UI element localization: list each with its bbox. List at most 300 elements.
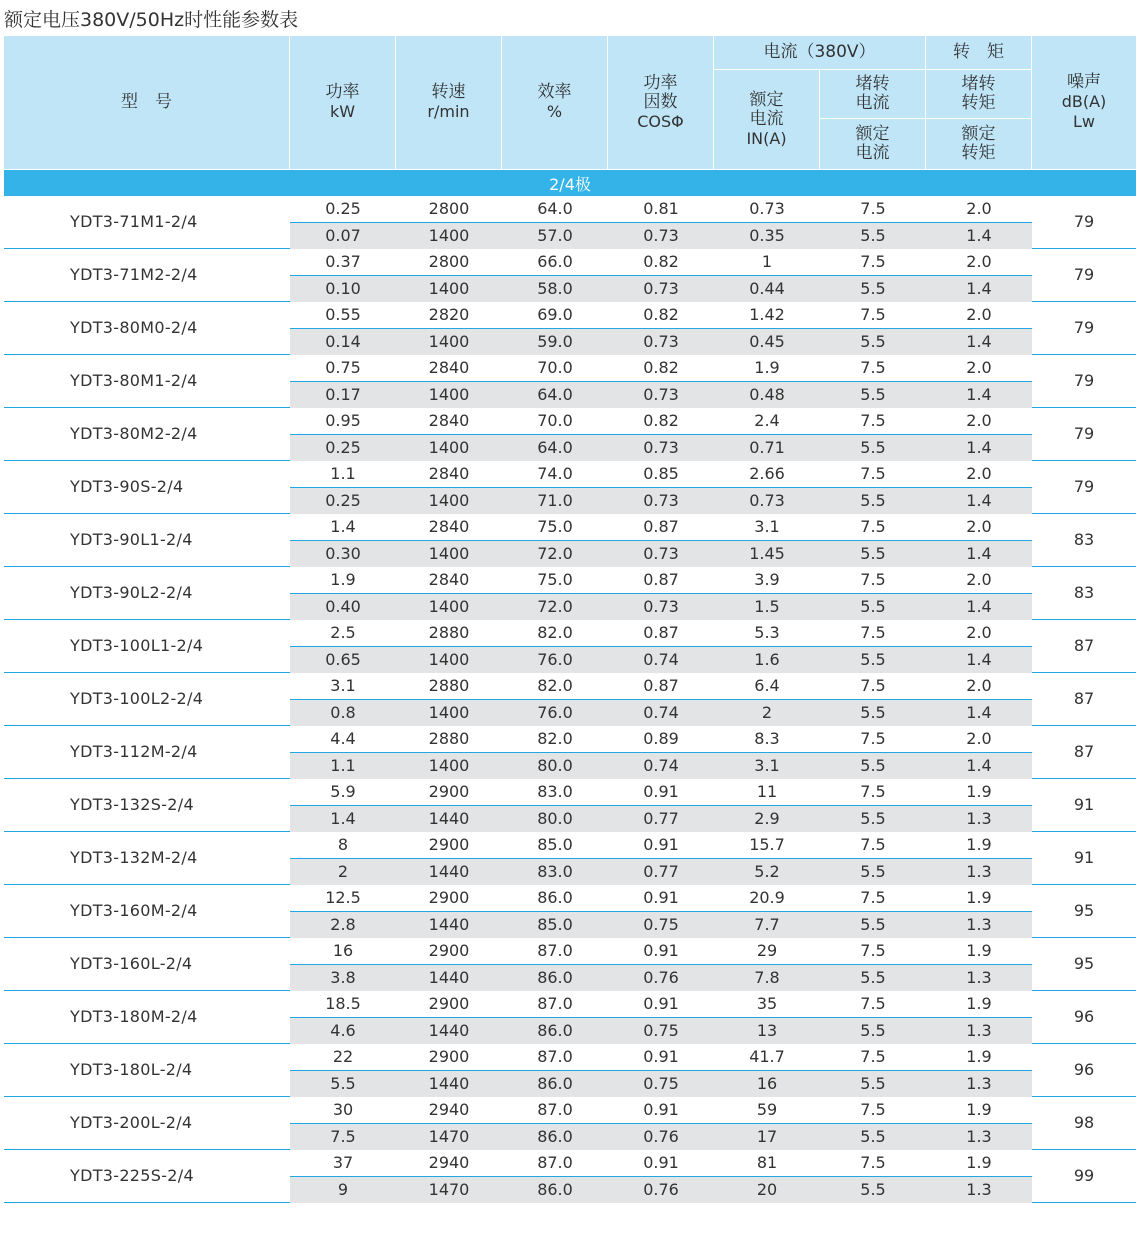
table-row xyxy=(4,355,1136,382)
efficiency-cell: 82.0 xyxy=(502,726,608,753)
model-cell: YDT3-132S-2/4 xyxy=(4,779,290,832)
locked-current-ratio-cell: 7.5 xyxy=(820,726,926,753)
noise-cell: 87 xyxy=(1032,673,1136,726)
power-cell: 8 xyxy=(290,832,396,859)
power-factor-cell: 0.74 xyxy=(608,753,714,779)
efficiency-cell: 70.0 xyxy=(502,355,608,382)
locked-current-ratio-cell: 7.5 xyxy=(820,196,926,223)
power-factor-cell: 0.74 xyxy=(608,700,714,726)
rated-current-cell: 35 xyxy=(714,991,820,1018)
rated-current-cell: 0.73 xyxy=(714,196,820,223)
rated-current-cell: 0.71 xyxy=(714,435,820,461)
efficiency-cell: 74.0 xyxy=(502,461,608,488)
table-row xyxy=(4,567,1136,594)
speed-cell: 1440 xyxy=(396,1071,502,1097)
speed-cell: 2900 xyxy=(396,991,502,1018)
speed-cell: 2900 xyxy=(396,885,502,912)
header-rated-current: 额定 电流 IN(A) xyxy=(714,70,820,170)
table-row xyxy=(4,991,1136,1018)
locked-torque-ratio-cell: 1.4 xyxy=(926,435,1032,461)
power-factor-cell: 0.82 xyxy=(608,249,714,276)
speed-cell: 2940 xyxy=(396,1150,502,1177)
model-cell: YDT3-90L1-2/4 xyxy=(4,514,290,567)
model-cell: YDT3-112M-2/4 xyxy=(4,726,290,779)
locked-torque-ratio-cell: 2.0 xyxy=(926,461,1032,488)
locked-torque-ratio-cell: 1.3 xyxy=(926,806,1032,832)
model-cell: YDT3-71M2-2/4 xyxy=(4,249,290,302)
power-factor-cell: 0.73 xyxy=(608,276,714,302)
rated-current-cell: 11 xyxy=(714,779,820,806)
rated-current-cell: 7.8 xyxy=(714,965,820,991)
rated-current-cell: 3.1 xyxy=(714,753,820,779)
speed-cell: 1400 xyxy=(396,488,502,514)
noise-cell: 96 xyxy=(1032,1044,1136,1097)
section-row xyxy=(4,170,1136,196)
speed-cell: 1400 xyxy=(396,382,502,408)
noise-cell: 79 xyxy=(1032,249,1136,302)
power-factor-cell: 0.76 xyxy=(608,965,714,991)
power-cell: 0.37 xyxy=(290,249,396,276)
header-locked-torque-top: 堵转 转矩 xyxy=(926,70,1032,119)
locked-current-ratio-cell: 5.5 xyxy=(820,276,926,302)
locked-torque-ratio-cell: 1.4 xyxy=(926,488,1032,514)
locked-current-ratio-cell: 5.5 xyxy=(820,753,926,779)
rated-current-cell: 1.45 xyxy=(714,541,820,567)
speed-cell: 1440 xyxy=(396,1018,502,1044)
locked-torque-ratio-cell: 1.9 xyxy=(926,779,1032,806)
locked-current-ratio-cell: 7.5 xyxy=(820,832,926,859)
noise-cell: 96 xyxy=(1032,991,1136,1044)
noise-cell: 95 xyxy=(1032,938,1136,991)
power-factor-cell: 0.75 xyxy=(608,1018,714,1044)
efficiency-cell: 76.0 xyxy=(502,700,608,726)
locked-torque-ratio-cell: 1.4 xyxy=(926,753,1032,779)
power-cell: 9 xyxy=(290,1177,396,1203)
rated-current-cell: 5.2 xyxy=(714,859,820,885)
efficiency-cell: 64.0 xyxy=(502,435,608,461)
section-label: 2/4极 xyxy=(4,170,1136,196)
power-factor-cell: 0.91 xyxy=(608,938,714,965)
table-row xyxy=(4,514,1136,541)
locked-current-ratio-cell: 5.5 xyxy=(820,594,926,620)
locked-current-ratio-cell: 5.5 xyxy=(820,859,926,885)
rated-current-cell: 2.9 xyxy=(714,806,820,832)
locked-torque-ratio-cell: 1.9 xyxy=(926,1150,1032,1177)
locked-torque-ratio-cell: 2.0 xyxy=(926,673,1032,700)
efficiency-cell: 86.0 xyxy=(502,965,608,991)
header-locked-torque-bottom: 额定 转矩 xyxy=(926,119,1032,170)
power-factor-cell: 0.87 xyxy=(608,620,714,647)
speed-cell: 1400 xyxy=(396,276,502,302)
noise-cell: 79 xyxy=(1032,355,1136,408)
efficiency-cell: 87.0 xyxy=(502,938,608,965)
power-cell: 0.25 xyxy=(290,435,396,461)
power-factor-cell: 0.91 xyxy=(608,1097,714,1124)
power-cell: 22 xyxy=(290,1044,396,1071)
rated-current-cell: 7.7 xyxy=(714,912,820,938)
power-factor-cell: 0.77 xyxy=(608,859,714,885)
locked-torque-ratio-cell: 1.9 xyxy=(926,1097,1032,1124)
power-factor-cell: 0.82 xyxy=(608,302,714,329)
header-power-factor: 功率 因数 COSΦ xyxy=(608,36,714,170)
power-factor-cell: 0.91 xyxy=(608,1150,714,1177)
noise-cell: 91 xyxy=(1032,832,1136,885)
power-cell: 18.5 xyxy=(290,991,396,1018)
locked-current-ratio-cell: 5.5 xyxy=(820,1018,926,1044)
model-cell: YDT3-90S-2/4 xyxy=(4,461,290,514)
efficiency-cell: 87.0 xyxy=(502,991,608,1018)
locked-current-ratio-cell: 7.5 xyxy=(820,461,926,488)
speed-cell: 1440 xyxy=(396,912,502,938)
speed-cell: 1440 xyxy=(396,859,502,885)
power-factor-cell: 0.73 xyxy=(608,435,714,461)
efficiency-cell: 82.0 xyxy=(502,673,608,700)
rated-current-cell: 2.4 xyxy=(714,408,820,435)
model-cell: YDT3-225S-2/4 xyxy=(4,1150,290,1203)
efficiency-cell: 86.0 xyxy=(502,1018,608,1044)
power-factor-cell: 0.76 xyxy=(608,1177,714,1203)
table-row xyxy=(4,249,1136,276)
locked-torque-ratio-cell: 1.9 xyxy=(926,885,1032,912)
power-cell: 2.8 xyxy=(290,912,396,938)
efficiency-cell: 87.0 xyxy=(502,1150,608,1177)
locked-current-ratio-cell: 7.5 xyxy=(820,620,926,647)
locked-torque-ratio-cell: 1.4 xyxy=(926,541,1032,567)
speed-cell: 1400 xyxy=(396,700,502,726)
speed-cell: 2900 xyxy=(396,779,502,806)
rated-current-cell: 20 xyxy=(714,1177,820,1203)
locked-current-ratio-cell: 7.5 xyxy=(820,779,926,806)
table-row xyxy=(4,408,1136,435)
speed-cell: 2900 xyxy=(396,832,502,859)
rated-current-cell: 2 xyxy=(714,700,820,726)
table-header xyxy=(4,36,1136,170)
speed-cell: 2840 xyxy=(396,355,502,382)
power-cell: 37 xyxy=(290,1150,396,1177)
locked-torque-ratio-cell: 1.3 xyxy=(926,965,1032,991)
locked-current-ratio-cell: 7.5 xyxy=(820,1150,926,1177)
noise-cell: 79 xyxy=(1032,408,1136,461)
power-cell: 0.8 xyxy=(290,700,396,726)
header-efficiency: 效率 % xyxy=(502,36,608,170)
locked-current-ratio-cell: 7.5 xyxy=(820,1097,926,1124)
noise-cell: 79 xyxy=(1032,196,1136,249)
speed-cell: 2840 xyxy=(396,461,502,488)
locked-current-ratio-cell: 5.5 xyxy=(820,647,926,673)
locked-current-ratio-cell: 5.5 xyxy=(820,1071,926,1097)
power-cell: 7.5 xyxy=(290,1124,396,1150)
speed-cell: 2880 xyxy=(396,673,502,700)
power-cell: 0.40 xyxy=(290,594,396,620)
efficiency-cell: 82.0 xyxy=(502,620,608,647)
efficiency-cell: 57.0 xyxy=(502,223,608,249)
model-cell: YDT3-80M0-2/4 xyxy=(4,302,290,355)
locked-current-ratio-cell: 5.5 xyxy=(820,1177,926,1203)
power-factor-cell: 0.73 xyxy=(608,329,714,355)
speed-cell: 2840 xyxy=(396,408,502,435)
speed-cell: 1400 xyxy=(396,223,502,249)
power-factor-cell: 0.75 xyxy=(608,1071,714,1097)
locked-torque-ratio-cell: 2.0 xyxy=(926,408,1032,435)
speed-cell: 1400 xyxy=(396,329,502,355)
noise-cell: 79 xyxy=(1032,461,1136,514)
locked-current-ratio-cell: 7.5 xyxy=(820,355,926,382)
model-cell: YDT3-180L-2/4 xyxy=(4,1044,290,1097)
power-factor-cell: 0.74 xyxy=(608,647,714,673)
rated-current-cell: 15.7 xyxy=(714,832,820,859)
rated-current-cell: 81 xyxy=(714,1150,820,1177)
power-factor-cell: 0.87 xyxy=(608,567,714,594)
speed-cell: 2940 xyxy=(396,1097,502,1124)
locked-current-ratio-cell: 5.5 xyxy=(820,541,926,567)
locked-torque-ratio-cell: 2.0 xyxy=(926,302,1032,329)
efficiency-cell: 58.0 xyxy=(502,276,608,302)
rated-current-cell: 20.9 xyxy=(714,885,820,912)
speed-cell: 1400 xyxy=(396,647,502,673)
table-row xyxy=(4,726,1136,753)
power-cell: 0.95 xyxy=(290,408,396,435)
locked-torque-ratio-cell: 2.0 xyxy=(926,355,1032,382)
locked-torque-ratio-cell: 1.4 xyxy=(926,276,1032,302)
locked-torque-ratio-cell: 1.3 xyxy=(926,1177,1032,1203)
rated-current-cell: 0.35 xyxy=(714,223,820,249)
table-row xyxy=(4,779,1136,806)
table-row xyxy=(4,302,1136,329)
locked-torque-ratio-cell: 2.0 xyxy=(926,567,1032,594)
header-speed: 转速 r/min xyxy=(396,36,502,170)
efficiency-cell: 75.0 xyxy=(502,514,608,541)
power-factor-cell: 0.82 xyxy=(608,408,714,435)
rated-current-cell: 0.73 xyxy=(714,488,820,514)
model-cell: YDT3-100L1-2/4 xyxy=(4,620,290,673)
locked-torque-ratio-cell: 1.9 xyxy=(926,938,1032,965)
speed-cell: 2900 xyxy=(396,938,502,965)
power-factor-cell: 0.75 xyxy=(608,912,714,938)
locked-current-ratio-cell: 5.5 xyxy=(820,382,926,408)
noise-cell: 79 xyxy=(1032,302,1136,355)
speed-cell: 2840 xyxy=(396,514,502,541)
power-cell: 0.65 xyxy=(290,647,396,673)
locked-current-ratio-cell: 5.5 xyxy=(820,912,926,938)
locked-current-ratio-cell: 5.5 xyxy=(820,806,926,832)
page-title: 额定电压380V/50Hz时性能参数表 xyxy=(4,9,299,31)
rated-current-cell: 1 xyxy=(714,249,820,276)
power-factor-cell: 0.87 xyxy=(608,673,714,700)
power-cell: 0.25 xyxy=(290,488,396,514)
speed-cell: 2880 xyxy=(396,620,502,647)
locked-current-ratio-cell: 7.5 xyxy=(820,302,926,329)
efficiency-cell: 86.0 xyxy=(502,885,608,912)
rated-current-cell: 6.4 xyxy=(714,673,820,700)
locked-current-ratio-cell: 5.5 xyxy=(820,435,926,461)
speed-cell: 2800 xyxy=(396,196,502,223)
rated-current-cell: 1.9 xyxy=(714,355,820,382)
rated-current-cell: 13 xyxy=(714,1018,820,1044)
header-locked-current-bottom: 额定 电流 xyxy=(820,119,926,170)
efficiency-cell: 83.0 xyxy=(502,859,608,885)
efficiency-cell: 83.0 xyxy=(502,779,608,806)
power-factor-cell: 0.81 xyxy=(608,196,714,223)
noise-cell: 98 xyxy=(1032,1097,1136,1150)
locked-torque-ratio-cell: 1.3 xyxy=(926,859,1032,885)
power-cell: 0.17 xyxy=(290,382,396,408)
efficiency-cell: 64.0 xyxy=(502,196,608,223)
efficiency-cell: 64.0 xyxy=(502,382,608,408)
locked-current-ratio-cell: 5.5 xyxy=(820,329,926,355)
power-cell: 0.07 xyxy=(290,223,396,249)
efficiency-cell: 80.0 xyxy=(502,753,608,779)
noise-cell: 87 xyxy=(1032,726,1136,779)
power-factor-cell: 0.91 xyxy=(608,779,714,806)
power-factor-cell: 0.91 xyxy=(608,1044,714,1071)
noise-cell: 83 xyxy=(1032,514,1136,567)
performance-table xyxy=(4,36,1136,1203)
rated-current-cell: 17 xyxy=(714,1124,820,1150)
locked-current-ratio-cell: 7.5 xyxy=(820,249,926,276)
model-cell: YDT3-80M1-2/4 xyxy=(4,355,290,408)
efficiency-cell: 85.0 xyxy=(502,832,608,859)
speed-cell: 2840 xyxy=(396,567,502,594)
rated-current-cell: 3.1 xyxy=(714,514,820,541)
power-cell: 0.30 xyxy=(290,541,396,567)
noise-cell: 83 xyxy=(1032,567,1136,620)
table-row xyxy=(4,673,1136,700)
speed-cell: 1400 xyxy=(396,435,502,461)
efficiency-cell: 85.0 xyxy=(502,912,608,938)
locked-current-ratio-cell: 7.5 xyxy=(820,1044,926,1071)
speed-cell: 2820 xyxy=(396,302,502,329)
model-cell: YDT3-132M-2/4 xyxy=(4,832,290,885)
power-factor-cell: 0.73 xyxy=(608,541,714,567)
speed-cell: 1440 xyxy=(396,806,502,832)
model-cell: YDT3-160M-2/4 xyxy=(4,885,290,938)
header-power: 功率 kW xyxy=(290,36,396,170)
power-factor-cell: 0.73 xyxy=(608,594,714,620)
locked-torque-ratio-cell: 1.9 xyxy=(926,1044,1032,1071)
efficiency-cell: 76.0 xyxy=(502,647,608,673)
header-noise: 噪声 dB(A) Lw xyxy=(1032,36,1136,170)
noise-cell: 87 xyxy=(1032,620,1136,673)
power-cell: 4.4 xyxy=(290,726,396,753)
locked-current-ratio-cell: 7.5 xyxy=(820,991,926,1018)
efficiency-cell: 75.0 xyxy=(502,567,608,594)
rated-current-cell: 29 xyxy=(714,938,820,965)
power-cell: 0.25 xyxy=(290,196,396,223)
locked-torque-ratio-cell: 2.0 xyxy=(926,620,1032,647)
power-cell: 2.5 xyxy=(290,620,396,647)
speed-cell: 1440 xyxy=(396,965,502,991)
rated-current-cell: 1.6 xyxy=(714,647,820,673)
power-cell: 2 xyxy=(290,859,396,885)
locked-torque-ratio-cell: 2.0 xyxy=(926,196,1032,223)
rated-current-cell: 8.3 xyxy=(714,726,820,753)
rated-current-cell: 59 xyxy=(714,1097,820,1124)
locked-torque-ratio-cell: 1.4 xyxy=(926,594,1032,620)
model-cell: YDT3-200L-2/4 xyxy=(4,1097,290,1150)
locked-torque-ratio-cell: 1.4 xyxy=(926,223,1032,249)
model-cell: YDT3-180M-2/4 xyxy=(4,991,290,1044)
power-cell: 3.1 xyxy=(290,673,396,700)
locked-current-ratio-cell: 7.5 xyxy=(820,885,926,912)
locked-current-ratio-cell: 5.5 xyxy=(820,223,926,249)
power-cell: 30 xyxy=(290,1097,396,1124)
efficiency-cell: 86.0 xyxy=(502,1071,608,1097)
model-cell: YDT3-80M2-2/4 xyxy=(4,408,290,461)
locked-current-ratio-cell: 7.5 xyxy=(820,938,926,965)
power-cell: 1.1 xyxy=(290,753,396,779)
power-cell: 16 xyxy=(290,938,396,965)
locked-torque-ratio-cell: 1.3 xyxy=(926,1071,1032,1097)
efficiency-cell: 59.0 xyxy=(502,329,608,355)
power-cell: 1.4 xyxy=(290,806,396,832)
rated-current-cell: 3.9 xyxy=(714,567,820,594)
efficiency-cell: 70.0 xyxy=(502,408,608,435)
table-row xyxy=(4,196,1136,223)
rated-current-cell: 1.5 xyxy=(714,594,820,620)
locked-torque-ratio-cell: 1.3 xyxy=(926,1124,1032,1150)
locked-torque-ratio-cell: 1.4 xyxy=(926,382,1032,408)
power-factor-cell: 0.85 xyxy=(608,461,714,488)
locked-torque-ratio-cell: 2.0 xyxy=(926,249,1032,276)
rated-current-cell: 16 xyxy=(714,1071,820,1097)
power-factor-cell: 0.77 xyxy=(608,806,714,832)
rated-current-cell: 0.44 xyxy=(714,276,820,302)
power-cell: 0.14 xyxy=(290,329,396,355)
efficiency-cell: 69.0 xyxy=(502,302,608,329)
rated-current-cell: 5.3 xyxy=(714,620,820,647)
locked-current-ratio-cell: 5.5 xyxy=(820,1124,926,1150)
noise-cell: 99 xyxy=(1032,1150,1136,1203)
table-body xyxy=(4,170,1136,1203)
header-locked-current-top: 堵转 电流 xyxy=(820,70,926,119)
locked-current-ratio-cell: 7.5 xyxy=(820,408,926,435)
header-torque-group: 转 矩 xyxy=(926,36,1032,70)
locked-torque-ratio-cell: 1.9 xyxy=(926,991,1032,1018)
table-row xyxy=(4,620,1136,647)
power-cell: 0.55 xyxy=(290,302,396,329)
noise-cell: 95 xyxy=(1032,885,1136,938)
power-factor-cell: 0.73 xyxy=(608,382,714,408)
power-factor-cell: 0.76 xyxy=(608,1124,714,1150)
locked-current-ratio-cell: 5.5 xyxy=(820,488,926,514)
speed-cell: 1470 xyxy=(396,1124,502,1150)
speed-cell: 1400 xyxy=(396,594,502,620)
locked-current-ratio-cell: 7.5 xyxy=(820,673,926,700)
rated-current-cell: 0.48 xyxy=(714,382,820,408)
noise-cell: 91 xyxy=(1032,779,1136,832)
table-row xyxy=(4,1097,1136,1124)
locked-torque-ratio-cell: 2.0 xyxy=(926,514,1032,541)
power-factor-cell: 0.73 xyxy=(608,488,714,514)
speed-cell: 2880 xyxy=(396,726,502,753)
power-cell: 1.4 xyxy=(290,514,396,541)
power-cell: 12.5 xyxy=(290,885,396,912)
table-row xyxy=(4,938,1136,965)
locked-torque-ratio-cell: 1.3 xyxy=(926,912,1032,938)
efficiency-cell: 87.0 xyxy=(502,1097,608,1124)
power-cell: 3.8 xyxy=(290,965,396,991)
power-factor-cell: 0.73 xyxy=(608,223,714,249)
efficiency-cell: 87.0 xyxy=(502,1044,608,1071)
power-cell: 0.75 xyxy=(290,355,396,382)
locked-current-ratio-cell: 7.5 xyxy=(820,567,926,594)
efficiency-cell: 72.0 xyxy=(502,594,608,620)
locked-torque-ratio-cell: 1.4 xyxy=(926,329,1032,355)
power-factor-cell: 0.91 xyxy=(608,991,714,1018)
speed-cell: 1400 xyxy=(396,541,502,567)
table-row xyxy=(4,1044,1136,1071)
power-factor-cell: 0.87 xyxy=(608,514,714,541)
